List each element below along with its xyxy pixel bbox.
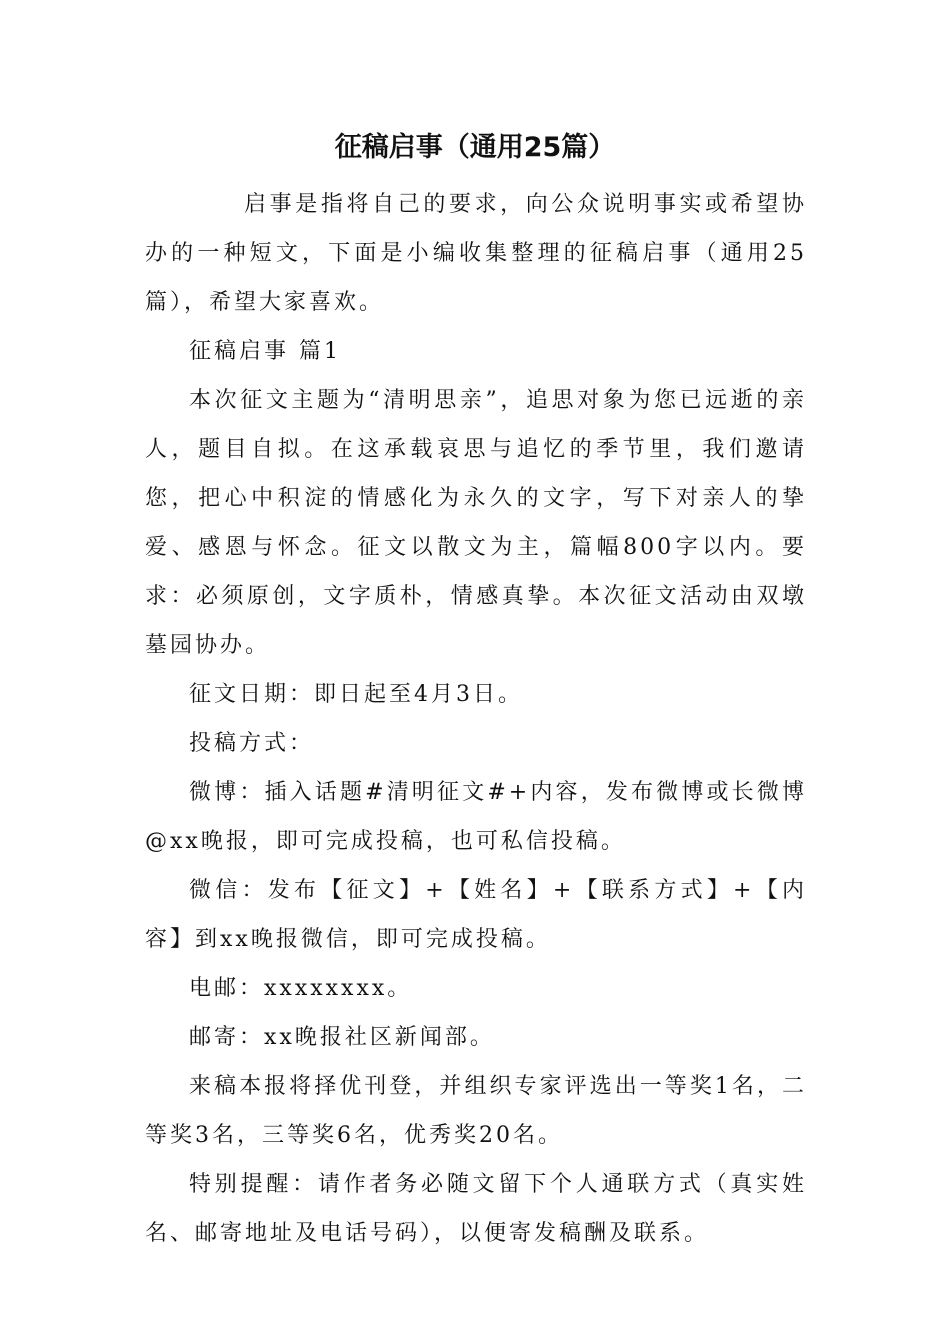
body-paragraph: 电邮：xxxxxxxx。 (189, 976, 413, 1001)
body-paragraph: 来稿本报将择优刊登，并组织专家评选出一等奖1名，二等奖3名，三等奖6名，优秀奖20名。 (145, 1074, 807, 1148)
body-paragraph: 征文日期：即日起至4月3日。 (189, 682, 523, 707)
body-paragraph: 本次征文主题为“清明思亲”，追思对象为您已远逝的亲人，题目自拟。在这承载哀思与追忆的季节里，我们邀请您，把心中积淀的情感化为永久的文字，写下对亲人的挚爱、感恩与怀念。征文以散文为主，篇幅800字以内。要求：必须原创，文字质朴，情感真挚。本次征文活动由双墩墓园协办。 (145, 388, 807, 658)
document-body (145, 180, 807, 1258)
body-paragraph: 投稿方式： (189, 731, 315, 756)
document-title: 征稿启事（通用25篇） (334, 132, 616, 163)
body-paragraph: 微信：发布【征文】+【姓名】+【联系方式】+【内容】到xx晚报微信，即可完成投稿。 (145, 878, 807, 952)
body-paragraph: 微博：插入话题#清明征文#+内容，发布微博或长微博@xx晚报，即可完成投稿，也可私信投稿。 (145, 780, 807, 854)
body-paragraph: 特别提醒：请作者务必随文留下个人通联方式（真实姓名、邮寄地址及电话号码），以便寄发稿酬及联系。 (145, 1172, 807, 1246)
intro-paragraph: 启事是指将自己的要求，向公众说明事实或希望协办的一种短文，下面是小编收集整理的征稿启事（通用25篇），希望大家喜欢。 (145, 192, 807, 315)
section-heading: 征稿启事 篇1 (189, 339, 341, 364)
body-paragraph: 邮寄：xx晚报社区新闻部。 (189, 1025, 495, 1050)
